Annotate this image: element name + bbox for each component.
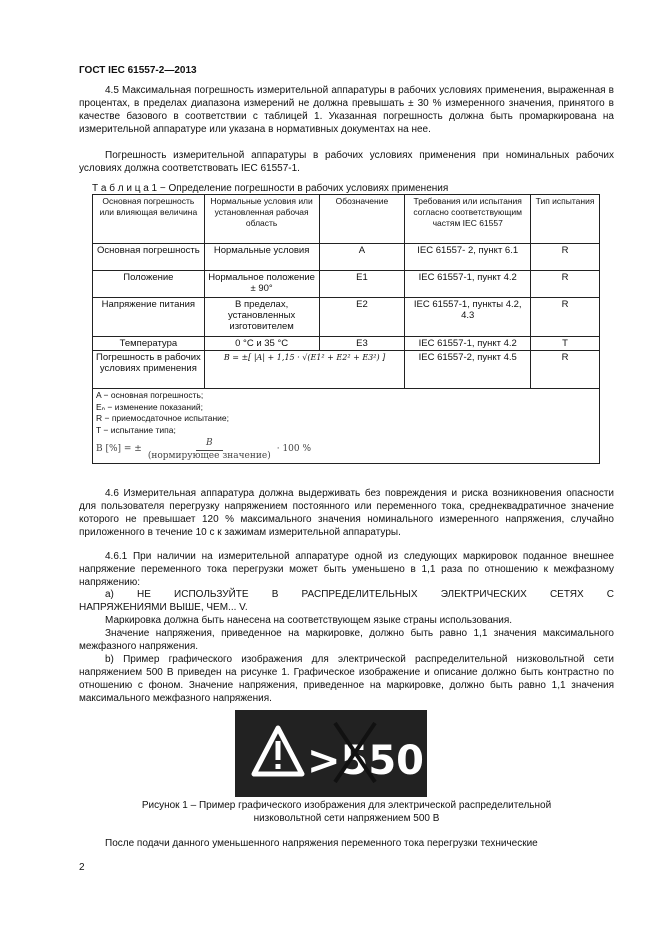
table-cell: A bbox=[319, 244, 405, 271]
table-cell: Погрешность в рабочих условиях применения bbox=[93, 351, 205, 389]
voltage-warning-sign bbox=[235, 710, 469, 797]
table-cell: R bbox=[531, 271, 600, 298]
table-cell: IEC 61557-1, пункт 4.2 bbox=[405, 337, 531, 351]
table-cell: T bbox=[531, 337, 600, 351]
table-row bbox=[93, 351, 600, 389]
table-cell: IEC 61557-1, пункт 4.2 bbox=[405, 271, 531, 298]
table-cell: Напряжение питания bbox=[93, 298, 205, 337]
table-cell: Нормальные условия bbox=[204, 244, 319, 271]
table-notes-row bbox=[93, 389, 600, 464]
table-cell: IEC 61557-1, пункты 4.2, 4.3 bbox=[405, 298, 531, 337]
paragraph-4-5: 4.5 Максимальная погрешность измерительной аппаратуры в рабочих условиях применения, выраженная в процентах, в пределах диапазона измерений не должна превышать ± 30 % измеренного значения, принятого в качестве базового в соответствии с таблицей 1. Указанная погрешность должна быть промаркирована на измерительной аппаратуре или указана в нормативных документах на нее. bbox=[79, 85, 614, 135]
paragraph-a-line2: НАПРЯЖЕНИЯМИ ВЫШЕ, ЧЕМ... V. bbox=[79, 602, 248, 613]
paragraph-4-6: 4.6 Измерительная аппаратура должна выдерживать без повреждения и риска возникновения опасности для пользователя перегрузку напряжением постоянного или переменного тока, среднеквадратичное значение которого не превышает 120 % максимального значения номинального измеренного напряжения, случайно приложенного в течение 10 с к зажимам измерительной аппаратуры. bbox=[79, 488, 614, 538]
exclamation-icon bbox=[276, 741, 281, 760]
table-row bbox=[93, 337, 600, 351]
table-caption: Т а б л и ц а 1 − Определение погрешности в рабочих условиях применения bbox=[92, 183, 449, 194]
page-number: 2 bbox=[79, 862, 85, 873]
error-formula: B = ±[ |A| + 1,15 · √(E1² + E2² + E3²) ] bbox=[204, 351, 405, 389]
table-cell: E2 bbox=[319, 298, 405, 337]
table-header-cell: Требования или испытания согласно соответствующим частям IEC 61557 bbox=[405, 195, 531, 244]
table-cell: IEC 61557-2, пункт 4.5 bbox=[405, 351, 531, 389]
note-line: R − приемосдаточное испытание; bbox=[96, 413, 229, 423]
table-cell: 0 °C и 35 °C bbox=[204, 337, 319, 351]
table-row bbox=[93, 271, 600, 298]
table-header-cell: Нормальные условия или установленная рабочая область bbox=[204, 195, 319, 244]
table-notes bbox=[93, 389, 600, 464]
table-cell: R bbox=[531, 351, 600, 389]
paragraph-4-5-accuracy: Погрешность измерительной аппаратуры в рабочих условиях применения при номинальных рабочих условиях должна соответствовать IEC 61557-1. bbox=[79, 150, 614, 174]
table-header-cell: Основная погрешность или влияющая величина bbox=[93, 195, 205, 244]
table-cell: Температура bbox=[93, 337, 205, 351]
table-header-row bbox=[93, 195, 600, 244]
paragraph-voltage-value: Значение напряжения, приведенное на маркировке, должно быть равно 1,1 значения максимального межфазного напряжения. bbox=[79, 628, 614, 652]
table-cell: E3 bbox=[319, 337, 405, 351]
percent-formula: B [%] = ± $\frac{B}{\text{(нормирующее значение)}}$ · 100 % bbox=[96, 438, 312, 461]
table-row bbox=[93, 244, 600, 271]
document-header: ГОСТ IEC 61557-2—2013 bbox=[79, 65, 197, 76]
error-definition-table bbox=[92, 194, 600, 464]
table-cell: Нормальное положение ± 90° bbox=[204, 271, 319, 298]
table-header-cell: Тип испытания bbox=[531, 195, 600, 244]
table-row bbox=[93, 298, 600, 337]
table-cell: Положение bbox=[93, 271, 205, 298]
paragraph-a-line1: а) НЕ ИСПОЛЬЗУЙТЕ В РАСПРЕДЕЛИТЕЛЬНЫХ ЭЛЕКТРИЧЕСКИХ СЕТЯХ С bbox=[105, 589, 614, 600]
table-cell: В пределах, установленных изготовителем bbox=[204, 298, 319, 337]
figure-caption: Рисунок 1 – Пример графического изображения для электрической распределительной низковольтной сети напряжением 500 В bbox=[141, 800, 552, 824]
table-cell: IEC 61557- 2, пункт 6.1 bbox=[405, 244, 531, 271]
paragraph-marking: Маркировка должна быть нанесена на соответствующем языке страны использования. bbox=[105, 615, 513, 626]
table-cell: R bbox=[531, 298, 600, 337]
warning-sign-graphic bbox=[235, 710, 469, 797]
table-header-cell: Обозначение bbox=[319, 195, 405, 244]
note-line: T − испытание типа; bbox=[96, 424, 176, 435]
paragraph-4-6-1: 4.6.1 При наличии на измерительной аппаратуре одной из следующих маркировок поданное внешнее напряжение переменного тока перегрузки может быть уменьшено в 1,1 раза по отношению к межфазному напряжению: bbox=[79, 551, 614, 588]
note-line: Eₙ − изменение показаний; bbox=[96, 401, 203, 412]
table-cell: Основная погрешность bbox=[93, 244, 205, 271]
voltage-limit-text: >550 V bbox=[307, 738, 469, 784]
note-line: A − основная погрешность; bbox=[96, 390, 204, 400]
table-cell: R bbox=[531, 244, 600, 271]
paragraph-last: После подачи данного уменьшенного напряжения переменного тока перегрузки технические bbox=[105, 838, 538, 849]
table-cell: E1 bbox=[319, 271, 405, 298]
paragraph-b: b) Пример графического изображения для электрической распределительной низковольтной сети напряжением 500 В приведен на рисунке 1. Графическое изображение и описание должно быть контрастно по отношению с фоном. Значение напряжения, приведенное на маркировке, должно быть равно 1,1 значения максимального межфазного напряжения. bbox=[79, 654, 614, 704]
